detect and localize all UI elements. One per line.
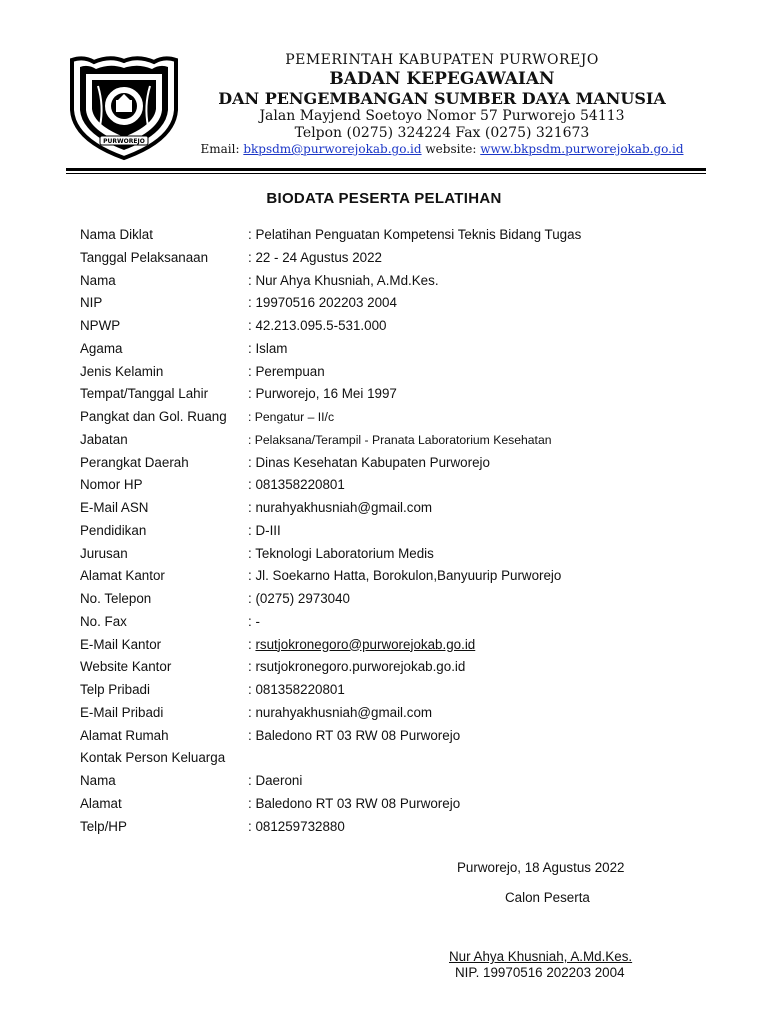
field-label: Agama: [80, 340, 123, 356]
letterhead-thick-rule: [66, 168, 706, 171]
field-label: Pendidikan: [80, 522, 147, 538]
field-value: : 081259732880: [248, 818, 345, 834]
website-label: website:: [425, 141, 477, 156]
field-row: [80, 679, 710, 702]
field-row: [80, 611, 710, 634]
field-label: E-Mail Pribadi: [80, 704, 164, 720]
field-row: [80, 406, 710, 429]
government-name: PEMERINTAH KABUPATEN PURWOREJO: [285, 52, 599, 68]
signature-place-date: Purworejo, 18 Agustus 2022: [457, 860, 625, 875]
signature-name: Nur Ahya Khusniah, A.Md.Kes.: [449, 949, 633, 964]
field-row: [80, 793, 710, 816]
field-label: Nama: [80, 272, 116, 288]
field-value: : (0275) 2973040: [248, 591, 350, 606]
field-label: Telp Pribadi: [80, 682, 150, 697]
agency-phone: Telpon (0275) 324224 Fax (0275) 321673: [294, 125, 590, 142]
letterhead: [180, 52, 704, 156]
field-row: [80, 224, 710, 247]
field-value: : -: [248, 613, 260, 629]
letterhead-thin-rule: [66, 173, 706, 174]
field-row: [80, 315, 710, 338]
field-value: : 22 - 24 Agustus 2022: [248, 249, 383, 265]
field-label: Tempat/Tanggal Lahir: [80, 386, 209, 402]
svg-text:PURWOREJO: PURWOREJO: [103, 138, 145, 145]
field-label: Alamat Rumah: [80, 727, 169, 743]
field-row: [80, 634, 710, 657]
family-contact-heading: Kontak Person Keluarga: [80, 750, 226, 766]
agency-name-line2: DAN PENGEMBANGAN SUMBER DAYA MANUSIA: [218, 89, 666, 109]
field-value: : Baledono RT 03 RW 08 Purworejo: [248, 727, 461, 743]
agency-website-link[interactable]: www.bkpsdm.purworejokab.go.id: [480, 141, 684, 156]
field-value: : Islam: [248, 340, 288, 356]
field-label: Nomor HP: [80, 477, 143, 493]
field-label: Nama: [80, 773, 116, 788]
field-row: [80, 452, 710, 475]
field-label: Telp/HP: [80, 818, 127, 834]
field-label: Perangkat Daerah: [80, 454, 189, 470]
field-row: [80, 565, 710, 588]
field-value: : Perempuan: [248, 363, 325, 379]
field-value: : Jl. Soekarno Hatta, Borokulon,Banyuurip Purworejo: [248, 568, 562, 584]
field-row: [80, 702, 710, 725]
office-email-link[interactable]: rsutjokronegoro@purworejokab.go.id: [255, 636, 476, 652]
email-label: Email:: [200, 141, 240, 156]
field-row: [80, 725, 710, 748]
field-label: No. Fax: [80, 613, 127, 629]
signature-nip: NIP. 19970516 202203 2004: [455, 965, 625, 980]
field-label: Tanggal Pelaksanaan: [80, 249, 209, 265]
agency-contact-line: [180, 142, 704, 156]
field-value: : D-III: [248, 522, 281, 538]
field-label: Alamat Kantor: [80, 568, 165, 584]
field-label: NPWP: [80, 318, 121, 333]
field-value: : 19970516 202203 2004: [248, 295, 397, 311]
field-value: : 081358220801: [248, 477, 345, 493]
field-label: E-Mail ASN: [80, 500, 149, 515]
field-label: E-Mail Kantor: [80, 636, 162, 652]
field-row: [80, 338, 710, 361]
field-row: [80, 429, 710, 452]
field-value: : Purworejo, 16 Mei 1997: [248, 386, 397, 402]
biodata-fields: [80, 224, 710, 838]
agency-name-line1: BADAN KEPEGAWAIAN: [329, 68, 555, 89]
field-value: : 42.213.095.5-531.000: [248, 318, 387, 333]
field-value: : Teknologi Laboratorium Medis: [248, 545, 434, 561]
field-label: NIP: [80, 295, 103, 311]
field-value: : Nur Ahya Khusniah, A.Md.Kes.: [248, 272, 439, 288]
field-label: Jurusan: [80, 545, 128, 561]
field-value: : Pelatihan Penguatan Kompetensi Teknis Bidang Tugas: [248, 227, 582, 242]
field-row: [80, 543, 710, 566]
field-value: : Daeroni: [248, 773, 303, 788]
field-label: Jenis Kelamin: [80, 363, 164, 379]
agency-address: Jalan Mayjend Soetoyo Nomor 57 Purworejo 54113: [259, 108, 625, 125]
field-row: [80, 292, 710, 315]
field-value: : Dinas Kesehatan Kabupaten Purworejo: [248, 454, 490, 470]
field-row: [80, 383, 710, 406]
section-heading-row: [80, 747, 710, 770]
field-row: [80, 361, 710, 384]
field-row: [80, 270, 710, 293]
field-value: : rsutjokronegoro.purworejokab.go.id: [248, 659, 466, 675]
field-row: [80, 588, 710, 611]
field-row: [80, 497, 710, 520]
field-value: : rsutjokronegoro@purworejokab.go.id: [248, 636, 476, 652]
field-label: Pangkat dan Gol. Ruang: [80, 409, 227, 424]
field-label: No. Telepon: [80, 591, 152, 606]
field-row: [80, 247, 710, 270]
field-row: [80, 770, 710, 793]
field-label: Jabatan: [80, 431, 128, 447]
field-row: [80, 474, 710, 497]
field-value: : Pengatur – II/c: [248, 410, 335, 424]
field-label: Website Kantor: [80, 659, 172, 675]
field-label: Nama Diklat: [80, 227, 153, 242]
field-value: : nurahyakhusniah@gmail.com: [248, 500, 433, 515]
field-label: Alamat: [80, 795, 122, 811]
field-value: : Pelaksana/Terampil - Pranata Laboratorium Kesehatan: [248, 432, 552, 447]
field-row: [80, 816, 710, 839]
field-row: [80, 520, 710, 543]
field-row: [80, 656, 710, 679]
field-value: : Baledono RT 03 RW 08 Purworejo: [248, 795, 461, 811]
purworejo-emblem-icon: [64, 52, 184, 164]
document-title: BIODATA PESERTA PELATIHAN: [266, 190, 502, 207]
field-value: : 081358220801: [248, 682, 345, 697]
signature-role: Calon Peserta: [505, 890, 590, 905]
agency-email-link[interactable]: bkpsdm@purworejokab.go.id: [243, 141, 422, 156]
field-value: : nurahyakhusniah@gmail.com: [248, 704, 433, 720]
